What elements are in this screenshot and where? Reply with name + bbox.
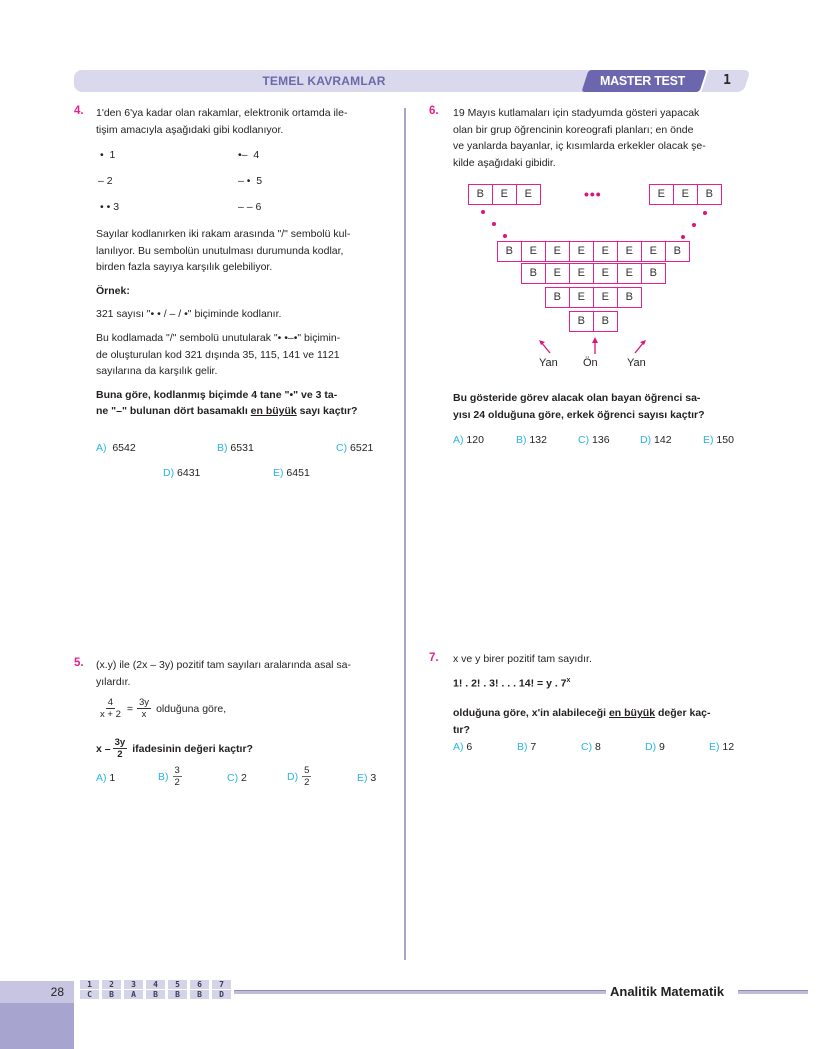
option-e[interactable]: E) 3 bbox=[357, 772, 377, 784]
option-d[interactable]: D) $\frac{5}{2}$ bbox=[287, 765, 310, 788]
cell-male: E bbox=[649, 184, 674, 205]
footer-rule-left bbox=[234, 990, 606, 994]
answer-key-a: D bbox=[212, 990, 231, 999]
cell-female: B bbox=[569, 311, 594, 332]
option-e[interactable]: E) 150 bbox=[703, 434, 734, 446]
answer-key-a: B bbox=[146, 990, 165, 999]
question-number: 4. bbox=[74, 105, 84, 117]
option-c[interactable]: C) 6521 bbox=[336, 442, 374, 454]
answer-key-q: 6 bbox=[190, 980, 209, 989]
option-d[interactable]: D) 6431 bbox=[163, 467, 201, 479]
q5-intro-line-1: (x.y) ile (2x – 3y) pozitif tam sayıları aralarında asal sa- bbox=[96, 659, 352, 671]
dot bbox=[703, 211, 707, 215]
option-a[interactable]: A) 6 bbox=[453, 741, 473, 753]
label-side-left: Yan bbox=[539, 357, 558, 369]
cell-male: E bbox=[593, 263, 618, 284]
code-item: – – 6 bbox=[238, 201, 262, 213]
cell-female: B bbox=[665, 241, 690, 262]
code-item: – 2 bbox=[98, 175, 113, 187]
q7-equation: 1! . 2! . 3! . . . 14! = y . 7$^x$ bbox=[453, 677, 571, 690]
question-number: 5. bbox=[74, 657, 84, 669]
cell-male: E bbox=[593, 241, 618, 262]
dot bbox=[492, 222, 496, 226]
answer-key-q: 1 bbox=[80, 980, 99, 989]
option-b[interactable]: B) 7 bbox=[517, 741, 537, 753]
arrow-up-left-icon bbox=[538, 339, 552, 355]
cell-female: B bbox=[497, 241, 522, 262]
q4-para1-line-1: Sayılar kodlanırken iki rakam arasında "/" sembolü kul- bbox=[96, 228, 351, 240]
option-c[interactable]: C) 2 bbox=[227, 772, 247, 784]
q4-para1-line-2: lanılıyor. Bu sembolün unutulması durumunda kodlar, bbox=[96, 244, 344, 257]
brand-name: Analitik Matematik bbox=[610, 984, 725, 999]
cell-male: E bbox=[545, 241, 570, 262]
cell-male: E bbox=[641, 241, 666, 262]
option-b[interactable]: B) $\frac{3}{2}$ bbox=[158, 765, 180, 788]
cell-female: B bbox=[617, 287, 642, 308]
option-d[interactable]: D) 142 bbox=[640, 434, 672, 446]
q4-para1-line-3: birden fazla sayıya karşılık gelebiliyor. bbox=[96, 261, 273, 274]
q4-question-line-1: Buna göre, kodlanmış biçimde 4 tane "•" ve 3 ta- bbox=[96, 388, 338, 401]
code-item: • • 3 bbox=[100, 201, 120, 213]
answer-key-a: B bbox=[102, 990, 121, 999]
code-item: – • 5 bbox=[238, 175, 263, 187]
test-number: 1 bbox=[723, 73, 731, 88]
answer-key-q: 2 bbox=[102, 980, 121, 989]
q4-para2-line-1: Bu kodlamada "/" sembolü unutularak "• •–•" biçimin- bbox=[96, 331, 341, 344]
footer-rule-right bbox=[738, 990, 808, 994]
page-number: 28 bbox=[50, 985, 64, 999]
q6-intro-line-1: 19 Mayıs kutlamaları için stadyumda gösteri yapacak bbox=[453, 107, 700, 119]
q7-intro: x ve y birer pozitif tam sayıdır. bbox=[453, 653, 592, 665]
answer-key-a: A bbox=[124, 990, 143, 999]
code-item: •– 4 bbox=[238, 149, 260, 161]
q4-para2-line-2: de oluşturulan kod 321 dışında 35, 115, 141 ve 1121 bbox=[96, 348, 340, 361]
cell-male: E bbox=[516, 184, 541, 205]
answer-key-q: 7 bbox=[212, 980, 231, 989]
question-number: 6. bbox=[429, 105, 439, 117]
option-a[interactable]: A) 120 bbox=[453, 434, 484, 446]
label-side-right: Yan bbox=[627, 357, 646, 369]
q6-intro-line-2: olan bir grup öğrencinin koreografi planları; en önde bbox=[453, 123, 694, 136]
q7-question-line-2: tır? bbox=[453, 723, 470, 736]
arrow-up-icon bbox=[590, 337, 600, 355]
q5-equation: $\frac{4}{x + 2}$ = $\frac{3y}{x}$ olduğuna göre, bbox=[100, 697, 227, 720]
dot bbox=[681, 235, 685, 239]
cell-female: B bbox=[468, 184, 493, 205]
q6-intro-line-4: kilde aşağıdaki gibidir. bbox=[453, 156, 556, 169]
column-divider bbox=[404, 108, 406, 960]
q7-question-line-1: olduğuna göre, x'in alabileceği en büyük değer kaç- bbox=[453, 707, 711, 719]
arrow-up-right-icon bbox=[633, 339, 647, 355]
answer-key-a: B bbox=[168, 990, 187, 999]
q4-example-label: Örnek: bbox=[96, 284, 130, 297]
label-front: Ön bbox=[583, 357, 598, 369]
question-number: 7. bbox=[429, 652, 439, 664]
option-e[interactable]: E) 12 bbox=[709, 741, 735, 753]
option-b[interactable]: B) 6531 bbox=[217, 442, 254, 454]
q5-question: x – $\frac{3y}{2}$ ifadesinin değeri kaçtır? bbox=[96, 737, 253, 760]
q4-example-text: 321 sayısı "• • / – / •" biçiminde kodlanır. bbox=[96, 308, 282, 321]
code-item: • 1 bbox=[100, 149, 116, 161]
q4-intro-line-2: tişim amacıyla aşağıdaki gibi kodlanıyor. bbox=[96, 123, 284, 136]
option-a[interactable]: A) 6542 bbox=[96, 442, 136, 454]
cell-male: E bbox=[545, 263, 570, 284]
option-c[interactable]: C) 136 bbox=[578, 434, 610, 446]
section-title: TEMEL KAVRAMLAR bbox=[262, 74, 386, 88]
cell-female: B bbox=[641, 263, 666, 284]
q4-question-line-2: ne "–" bulunan dört basamaklı en büyük sayı kaçtır? bbox=[96, 405, 358, 418]
cell-male: E bbox=[617, 263, 642, 284]
option-c[interactable]: C) 8 bbox=[581, 741, 601, 753]
q4-para2-line-3: sayılarına da karşılık gelir. bbox=[96, 365, 218, 378]
option-d[interactable]: D) 9 bbox=[645, 741, 665, 753]
ellipsis: ••• bbox=[584, 186, 602, 202]
q6-question-line-2: yısı 24 olduğuna göre, erkek öğrenci sayısı kaçtır? bbox=[453, 408, 705, 421]
q4-intro-line-1: 1'den 6'ya kadar olan rakamlar, elektronik ortamda ile- bbox=[96, 107, 348, 119]
dot bbox=[503, 234, 507, 238]
answer-key-a: C bbox=[80, 990, 99, 999]
answer-key-q: 5 bbox=[168, 980, 187, 989]
master-test-label: MASTER TEST bbox=[600, 74, 685, 88]
dot bbox=[481, 210, 485, 214]
answer-key-a: B bbox=[190, 990, 209, 999]
q6-intro-line-3: ve yanlarda bayanlar, iç kısımlarda erkekler olacak şe- bbox=[453, 140, 706, 153]
option-b[interactable]: B) 132 bbox=[516, 434, 547, 446]
cell-male: E bbox=[521, 241, 546, 262]
cell-female: B bbox=[697, 184, 722, 205]
cell-male: E bbox=[492, 184, 517, 205]
cell-female: B bbox=[545, 287, 570, 308]
dot bbox=[692, 223, 696, 227]
cell-male: E bbox=[569, 263, 594, 284]
q5-intro-line-2: yılardır. bbox=[96, 675, 131, 688]
cell-female: B bbox=[521, 263, 546, 284]
option-a[interactable]: A) 1 bbox=[96, 772, 116, 784]
answer-key-q: 4 bbox=[146, 980, 165, 989]
cell-female: B bbox=[593, 311, 618, 332]
option-e[interactable]: E) 6451 bbox=[273, 467, 310, 479]
cell-male: E bbox=[569, 241, 594, 262]
cell-male: E bbox=[569, 287, 594, 308]
q6-question-line-1: Bu gösteride görev alacak olan bayan öğrenci sa- bbox=[453, 392, 701, 404]
cell-male: E bbox=[673, 184, 698, 205]
answer-key-q: 3 bbox=[124, 980, 143, 989]
cell-male: E bbox=[617, 241, 642, 262]
cell-male: E bbox=[593, 287, 618, 308]
